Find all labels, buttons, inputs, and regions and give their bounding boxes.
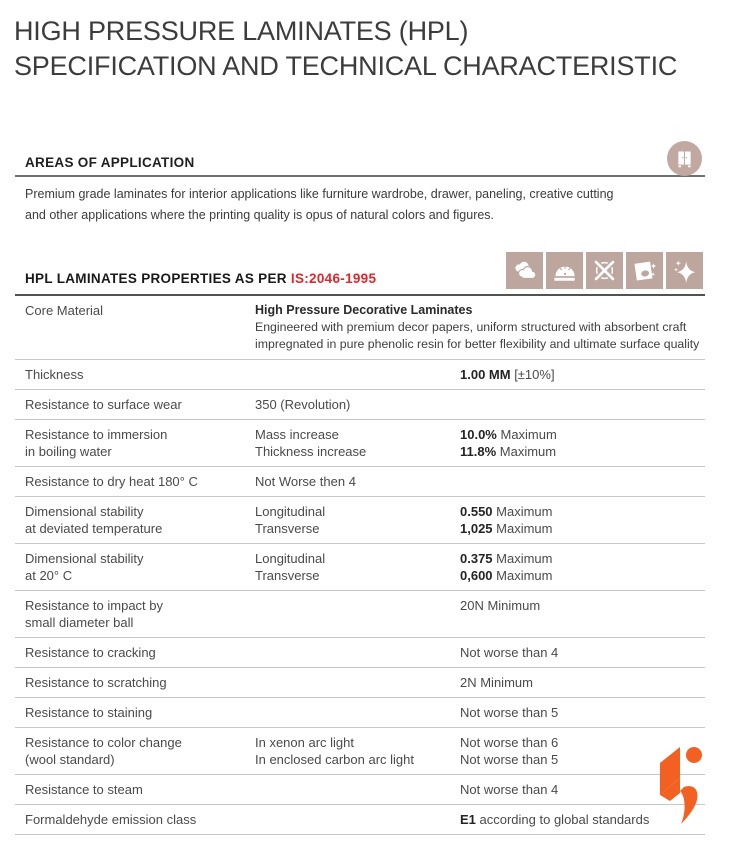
property-value (460, 396, 705, 413)
wardrobe-icon (667, 141, 702, 176)
table-row (15, 638, 705, 668)
value-line: E1 according to global standards (460, 812, 650, 827)
property-name-line: (wool standard) (25, 752, 115, 767)
value-line: 2N Minimum (460, 675, 533, 690)
properties-heading (25, 271, 376, 286)
value-bold: 1.00 MM (460, 367, 511, 382)
table-row (15, 698, 705, 728)
value-bold: 0.375 (460, 551, 493, 566)
condition-line: Thickness increase (255, 444, 367, 459)
circular-saw-icon (546, 252, 583, 289)
property-name (25, 366, 255, 383)
property-name (25, 781, 255, 798)
condition-line: Mass increase (255, 427, 339, 442)
property-name (25, 426, 255, 460)
description-title: High Pressure Decorative Laminates (255, 303, 473, 317)
brand-logo (653, 745, 703, 832)
property-description (255, 302, 705, 353)
properties-heading-prefix: HPL LAMINATES PROPERTIES AS PER (25, 271, 291, 286)
property-condition (255, 473, 460, 490)
property-condition (255, 396, 460, 413)
table-row (15, 360, 705, 390)
value-bold: 0.550 (460, 504, 493, 519)
property-name-line: Resistance to color change (25, 735, 182, 750)
property-name-line: small diameter ball (25, 615, 134, 630)
description-line: Engineered with premium decor papers, uniform structured with absorbent craft (255, 320, 687, 334)
value-line: 10.0% Maximum (460, 427, 557, 442)
property-name-line: Formaldehyde emission class (25, 812, 197, 827)
property-name (25, 811, 255, 828)
property-value (460, 426, 705, 460)
property-condition (255, 503, 460, 537)
easy-clean-icon (626, 252, 663, 289)
property-value (460, 473, 705, 490)
property-condition (255, 597, 460, 631)
property-name-line: Resistance to cracking (25, 645, 156, 660)
description-line: impregnated in pure phenolic resin for better flexibility and ultimate surface quality (255, 337, 700, 351)
table-row (15, 728, 705, 775)
sparkle-icon (666, 252, 703, 289)
property-name-line: Resistance to staining (25, 705, 153, 720)
value-line: Not worse than 5 (460, 705, 559, 720)
property-condition (255, 550, 460, 584)
condition-line: Longitudinal (255, 504, 326, 519)
areas-of-application-heading: AREAS OF APPLICATION (25, 155, 195, 170)
property-condition (255, 734, 460, 768)
property-name (25, 704, 255, 721)
property-name (25, 473, 255, 490)
condition-line: 350 (Revolution) (255, 397, 351, 412)
property-condition (255, 426, 460, 460)
property-condition (255, 644, 460, 661)
value-line: Not worse than 4 (460, 645, 559, 660)
property-value (460, 550, 705, 584)
property-name-line: Dimensional stability (25, 551, 144, 566)
property-name-line: Resistance to immersion (25, 427, 168, 442)
property-name-line: Resistance to dry heat 180° C (25, 474, 198, 489)
condition-line: Transverse (255, 568, 320, 583)
table-row (15, 467, 705, 497)
page-title (14, 14, 677, 84)
condition-line: In xenon arc light (255, 735, 355, 750)
property-name (25, 597, 255, 631)
value-bold: 10.0% (460, 427, 497, 442)
property-condition (255, 781, 460, 798)
property-value (460, 704, 705, 721)
property-condition (255, 811, 460, 828)
value-line: Not worse than 4 (460, 782, 559, 797)
table-row (15, 544, 705, 591)
value-line: 0.550 Maximum (460, 504, 553, 519)
page-title-line2: SPECIFICATION AND TECHNICAL CHARACTERISTIC (14, 51, 678, 81)
value-bold: 11.8% (460, 444, 497, 459)
property-name (25, 550, 255, 584)
property-condition (255, 704, 460, 721)
table-row (15, 497, 705, 544)
condition-line: In enclosed carbon arc light (255, 752, 414, 767)
value-line: 20N Minimum (460, 598, 541, 613)
no-abrasion-icon (586, 252, 623, 289)
property-value (460, 503, 705, 537)
table-row (15, 591, 705, 638)
property-name-line: Resistance to scratching (25, 675, 167, 690)
property-name-line: in boiling water (25, 444, 112, 459)
areas-heading-rule (15, 175, 705, 177)
table-row (15, 668, 705, 698)
property-name-line: at deviated temperature (25, 521, 163, 536)
property-name-line: Resistance to steam (25, 782, 143, 797)
property-name-line: Resistance to impact by (25, 598, 164, 613)
value-line: 1.00 MM [±10%] (460, 367, 555, 382)
property-name (25, 644, 255, 661)
value-line: Not worse than 5 (460, 752, 559, 767)
page-title-line1: HIGH PRESSURE LAMINATES (HPL) (14, 16, 469, 46)
property-name-line: Resistance to surface wear (25, 397, 182, 412)
table-row (15, 296, 705, 360)
value-bold: 1,025 (460, 521, 493, 536)
value-bold: 0,600 (460, 568, 493, 583)
property-name (25, 734, 255, 768)
value-line: 0.375 Maximum (460, 551, 553, 566)
value-line: 0,600 Maximum (460, 568, 553, 583)
properties-table (15, 294, 705, 835)
property-name-line: Core Material (25, 303, 104, 318)
condition-line: Longitudinal (255, 551, 326, 566)
property-name-line: at 20° C (25, 568, 73, 583)
property-name (25, 396, 255, 413)
value-line: 1,025 Maximum (460, 521, 553, 536)
property-name (25, 674, 255, 691)
property-name-line: Thickness (25, 367, 84, 382)
standard-reference: IS:2046-1995 (290, 271, 377, 286)
value-line: 11.8% Maximum (460, 444, 557, 459)
areas-of-application-text: Premium grade laminates for interior applications like furniture wardrobe, drawer, paneling, creative cutting and other applications where the printing quality is opus of natural colors and figures. (25, 187, 614, 222)
condition-line: Not Worse then 4 (255, 474, 356, 489)
property-value (460, 674, 705, 691)
table-row (15, 420, 705, 467)
condition-line: Transverse (255, 521, 320, 536)
property-condition (255, 674, 460, 691)
property-value (460, 644, 705, 661)
property-value (460, 597, 705, 631)
property-name (25, 503, 255, 537)
clouds-icon (506, 252, 543, 289)
table-row (15, 805, 705, 835)
feature-icons-row (506, 252, 703, 289)
table-row (15, 390, 705, 420)
property-condition (255, 366, 460, 383)
table-row (15, 775, 705, 805)
property-name-line: Dimensional stability (25, 504, 144, 519)
property-name (25, 302, 255, 353)
value-bold: E1 (460, 812, 476, 827)
property-value (460, 366, 705, 383)
value-line: Not worse than 6 (460, 735, 559, 750)
